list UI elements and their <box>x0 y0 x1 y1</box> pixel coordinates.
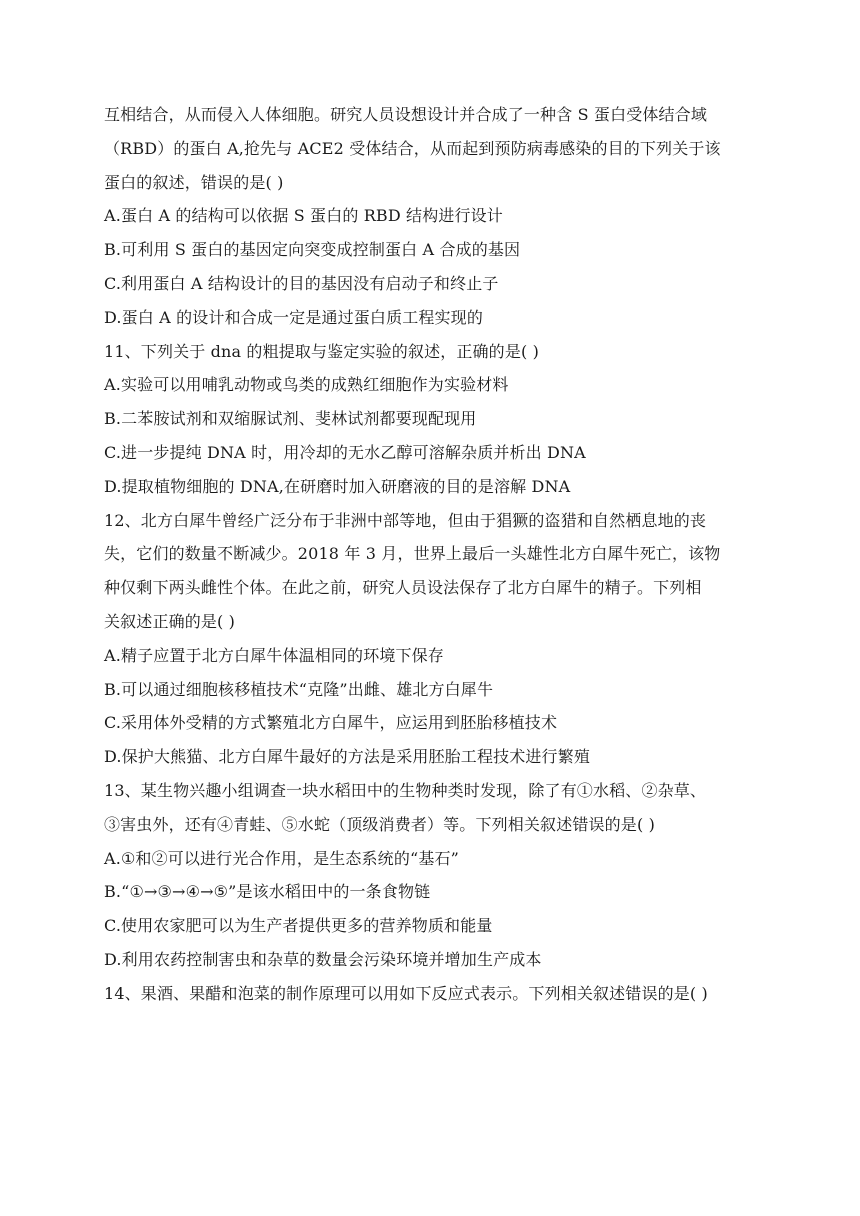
document-page <box>104 98 764 1011</box>
option-line: C.使用农家肥可以为生产者提供更多的营养物质和能量 <box>104 916 493 936</box>
text-line: ③害虫外，还有④青蛙、⑤水蛇（顶级消费者）等。下列相关叙述错误的是( ) <box>104 814 655 834</box>
option-line: B.可利用 S 蛋白的基因定向突变成控制蛋白 A 合成的基因 <box>104 240 521 260</box>
option-line: A.蛋白 A 的结构可以依据 S 蛋白的 RBD 结构进行设计 <box>104 206 503 226</box>
option-line: B.“①→③→④→⑤”是该水稻田中的一条食物链 <box>104 882 431 902</box>
text-line: 种仅剩下两头雌性个体。在此之前，研究人员设法保存了北方白犀牛的精子。下列相 <box>104 578 702 598</box>
option-line: B.可以通过细胞核移植技术“克隆”出雌、雄北方白犀牛 <box>104 679 494 699</box>
option-line: D.蛋白 A 的设计和合成一定是通过蛋白质工程实现的 <box>104 307 483 327</box>
text-line: 关叙述正确的是( ) <box>104 611 236 631</box>
question-line: 13、某生物兴趣小组调查一块水稻田中的生物种类时发现，除了有①水稻、②杂草、 <box>104 780 707 800</box>
question-line: 11、下列关于 dna 的粗提取与鉴定实验的叙述，正确的是( ) <box>104 341 539 361</box>
option-line: D.利用农药控制害虫和杂草的数量会污染环境并增加生产成本 <box>104 949 542 969</box>
option-line: C.进一步提纯 DNA 时，用冷却的无水乙醇可溶解杂质并析出 DNA <box>104 442 586 462</box>
option-line: A.实验可以用哺乳动物或鸟类的成熟红细胞作为实验材料 <box>104 375 509 395</box>
option-line: D.保护大熊猫、北方白犀牛最好的方法是采用胚胎工程技术进行繁殖 <box>104 747 590 767</box>
question-line: 12、北方白犀牛曾经广泛分布于非洲中部等地，但由于猖獗的盗猎和自然栖息地的丧 <box>104 510 707 530</box>
text-line: 蛋白的叙述，错误的是( ) <box>104 172 284 192</box>
text-line: （RBD）的蛋白 A,抢先与 ACE2 受体结合，从而起到预防病毒感染的目的下列关于该 <box>104 138 721 158</box>
option-line: A.①和②可以进行光合作用，是生态系统的“基石” <box>104 848 459 868</box>
text-line: 互相结合，从而侵入人体细胞。研究人员设想设计并合成了一种含 S 蛋白受体结合域 <box>104 105 707 124</box>
option-line: D.提取植物细胞的 DNA,在研磨时加入研磨液的目的是溶解 DNA <box>104 476 571 496</box>
option-line: A.精子应置于北方白犀牛体温相同的环境下保存 <box>104 645 444 665</box>
option-line: C.采用体外受精的方式繁殖北方白犀牛，应运用到胚胎移植技术 <box>104 713 558 733</box>
option-line: B.二苯胺试剂和双缩脲试剂、斐林试剂都要现配现用 <box>104 409 477 429</box>
option-line: C.利用蛋白 A 结构设计的目的基因没有启动子和终止子 <box>104 273 499 293</box>
text-line: 失，它们的数量不断减少。2018 年 3 月，世界上最后一头雄性北方白犀牛死亡，该物 <box>104 544 721 564</box>
question-line: 14、果酒、果醋和泡菜的制作原理可以用如下反应式表示。下列相关叙述错误的是( ) <box>104 983 708 1003</box>
